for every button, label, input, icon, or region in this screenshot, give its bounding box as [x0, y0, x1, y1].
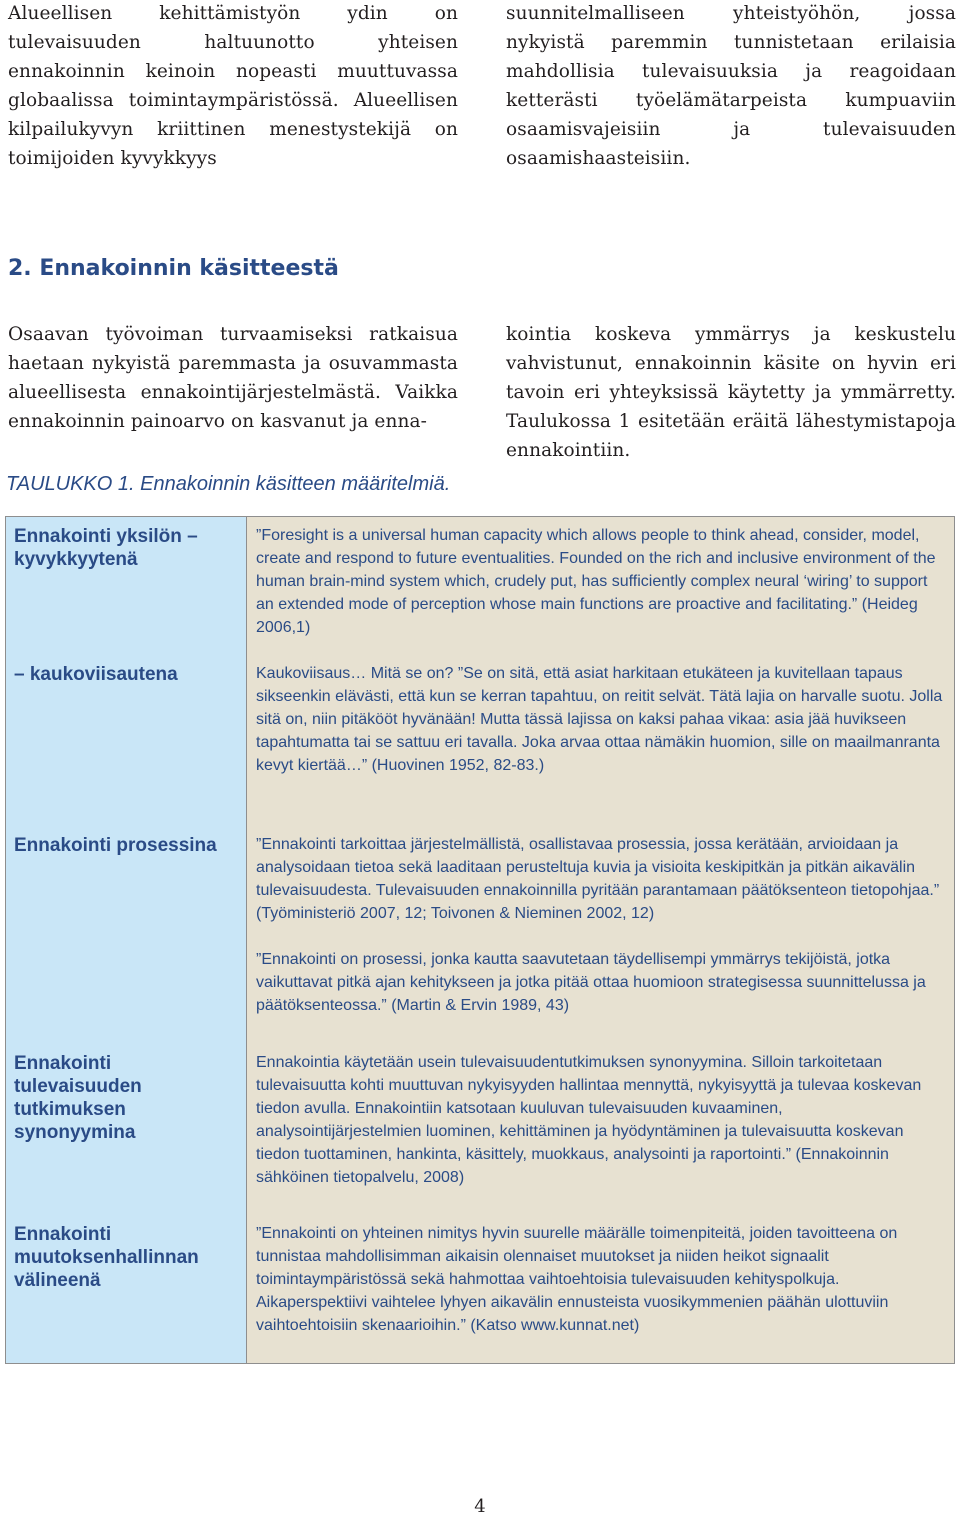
- term-farsightedness: – kaukoviisautena: [14, 664, 178, 685]
- intro-paragraph-right: suunnitelmalliseen yhteistyöhön, jossa nykyistä paremmin tunnistetaan erilaisia mahdollisia tulevaisuuksia ja reagoidaan ketterästi työelämätarpeista kumpuaviin osaamisvajeisiin ja tulevaisuuden osaamishaasteisiin.: [506, 3, 956, 169]
- term-futures-research: Ennakointi tulevaisuuden tutkimuksen synonyymina: [14, 1053, 142, 1143]
- definition-tyoministerio: [256, 833, 946, 925]
- intro-paragraph-left: Alueellisen kehittämistyön ydin on tulevaisuuden haltuunotto yhteisen ennakoinnin keinoin nopeasti muuttuvassa globaalissa toimintaympäristössä. Alueellisen kilpailukyvyn kriittinen menestystekijä on toimijoiden kyvykkyys: [8, 3, 458, 169]
- definition-text: Ennakointia käytetään usein tulevaisuudentutkimuksen synonyymina. Silloin tarkoitetaan tulevaisuutta kohti muuttuvan nykyisyyden hallintaa mennyttä, nykyisyyttä ja tulevaa koskevan tiedon avulla. Ennakointiin katsotaan kuuluvan tulevaisuuden kuvaaminen, analysointijärjestelmien luominen, kehittäminen ja hyödyntäminen ja tulevaisuutta koskevan tiedon tuottaminen, hankinta, käsittely, muokkaus, analysointi ja raportointi.” (Ennakoinnin sähköinen tietopalvelu, 2008): [256, 1054, 922, 1186]
- term-change-management: Ennakointi muutoksenhallinnan välineenä: [14, 1224, 199, 1291]
- term-individual-capacity: Ennakointi yksilön – kyvykkyytenä: [14, 526, 198, 570]
- section-heading: 2. Ennakoinnin käsitteestä: [8, 256, 339, 281]
- definition-table: [5, 516, 955, 1364]
- definition-text: ”Ennakointi on yhteinen nimitys hyvin suurelle määrälle toimenpiteitä, joiden tavoitteena on tunnistaa mahdollisimman aikaisin olennaiset muutokset ja niiden heikot signaalit toimintaympäristössä sekä hahmottaa vaihtoehtoisia tulevaisuuden kehityspolkuja. Aikaperspektiivi vaihtelee lyhyen aikavälin ennusteista vuosikymmenien päähän ulottuviin vaihtoehtoisiin skenaarioihin.” (Katso www.kunnat.net): [256, 1225, 898, 1334]
- definition-text: ”Foresight is a universal human capacity which allows people to think ahead, consider, model, create and respond to future eventualities. Founded on the rich and inclusive environment of the human brain-mind system which, crudely put, has sufficiently complex neural ‘wiring’ to support an extended mode of perception whose main functions are proactive and facilitating.” (Heideg 2006,1): [256, 527, 936, 636]
- section-column-right: [506, 320, 956, 465]
- definition-column: [247, 517, 954, 1363]
- definition-kunnat: [256, 1222, 946, 1337]
- definition-ennakointi-tietopalvelu: [256, 1051, 946, 1189]
- page-number: 4: [474, 1496, 486, 1517]
- definition-heideg: [256, 524, 946, 639]
- definition-martin-ervin: [256, 948, 946, 1017]
- term-column: [6, 517, 247, 1363]
- intro-column-left: [8, 0, 458, 173]
- intro-column-right: [506, 0, 956, 173]
- term-process: Ennakointi prosessina: [14, 835, 217, 856]
- definition-text: ”Ennakointi on prosessi, jonka kautta saavutetaan täydellisempi ymmärrys tekijöistä, jotka vaikuttavat pitkä ajan kehitykseen ja jotka pitää ottaa huomioon strategisessa suunnittelussa ja päätöksenteossa.” (Martin & Ervin 1989, 43): [256, 951, 926, 1014]
- definition-text: ”Ennakointi tarkoittaa järjestelmällistä, osallistavaa prosessia, jossa kerätään, arvioidaan ja analysoidaan tietoa sekä laaditaan perusteltuja kuvia ja visioita keskipitkän ja pitkän aikavälin tulevaisuudesta. Tulevaisuuden ennakoinnilla pyritään parantamaan päätöksenteon tietopohjaa.” (Työministeriö 2007, 12; Toivonen & Nieminen 2002, 12): [256, 836, 940, 922]
- section-column-left: [8, 320, 458, 436]
- table-caption: TAULUKKO 1. Ennakoinnin käsitteen määritelmiä.: [6, 473, 451, 495]
- definition-huovinen: [256, 662, 946, 777]
- section-paragraph-left: Osaavan työvoiman turvaamiseksi ratkaisua haetaan nykyistä paremmasta ja osuvammasta alueellisesta ennakointijärjestelmästä. Vaikka ennakoinnin painoarvo on kasvanut ja enna-: [8, 324, 458, 432]
- section-paragraph-right: kointia koskeva ymmärrys ja keskustelu vahvistunut, ennakoinnin käsite on hyvin eri tavoin eri yhteyksissä käytetty ja ymmärretty. Taulukossa 1 esitetään eräitä lähestymistapoja ennakointiin.: [506, 324, 956, 461]
- definition-text: Kaukoviisaus… Mitä se on? ”Se on sitä, että asiat harkitaan etukäteen ja kuvitellaan tapaus sikseenkin elävästi, että kun se kerran tapahtuu, on reitit selvät. Tätä lajia on harvalle suotu. Jolla sitä on, niin pitäkööt hyvänään! Mutta tässä lajissa on kaksi pahaa vikaa: asia jää huvikseen tapahtumatta tai se sattuu eri tavalla. Joka arvaa ottaa nämäkin huomion, sille on maailmanranta kevyt kiertää…” (Huovinen 1952, 82-83.): [256, 665, 943, 774]
